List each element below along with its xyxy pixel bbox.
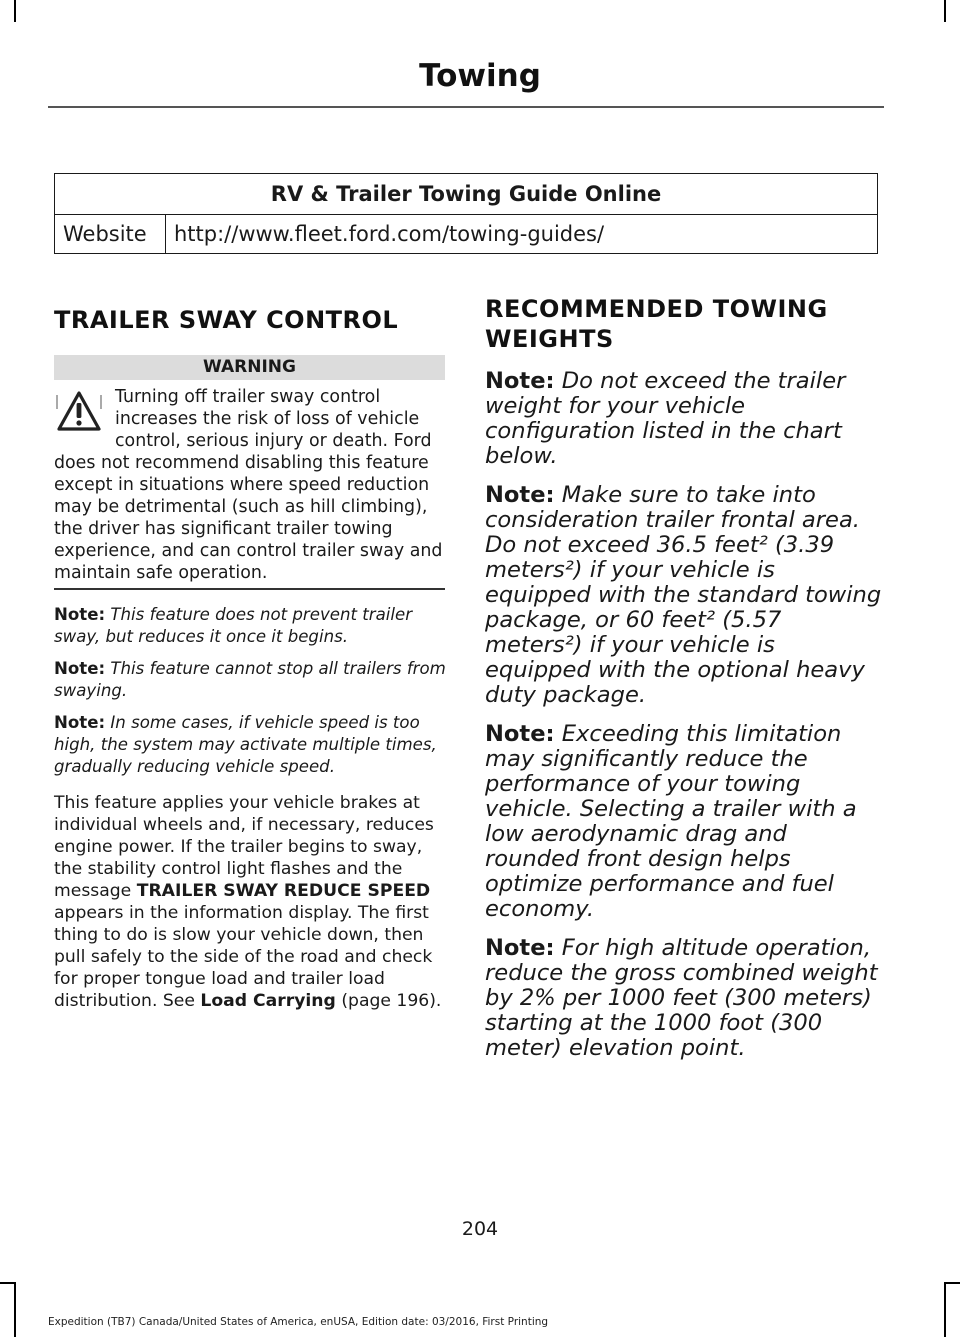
header-divider <box>48 106 884 108</box>
body-paragraph: This feature applies your vehicle brakes at individual wheels and, if necessary, reduces engine power. If the trailer begins to sway, the stability control light flashes and the message TRAILER SWAY REDUCE SPEED appears in the information display. The first thing to do is slow your vehicle down, then pull safely to the side of the road and check for proper tongue load and trailer load distribution. See Load Carrying (page 196). <box>54 793 442 1011</box>
crop-mark <box>944 1282 960 1284</box>
note-item: Note: This feature cannot stop all trailers from swaying. <box>54 659 446 700</box>
note-item: Note: In some cases, if vehicle speed is too high, the system may activate multiple times, gradually reducing vehicle speed. <box>54 713 437 776</box>
right-notes <box>485 369 885 1075</box>
page-number: 204 <box>461 1218 499 1240</box>
crop-mark <box>0 1282 16 1284</box>
note-item: Note: Exceeding this limitation may significantly reduce the performance of your towing vehicle. Selecting a trailer with a low aerodynamic drag and rounded front design helps optimize performance and fuel economy. <box>485 721 857 922</box>
towing-guide-table <box>54 173 878 254</box>
footer-text: Expedition (TB7) Canada/United States of America, enUSA, Edition date: 03/2016, First Printing <box>48 1316 549 1328</box>
note-item: Note: Do not exceed the trailer weight for your vehicle configuration listed in the chart below. <box>485 368 846 469</box>
cross-reference-link[interactable]: Load Carrying <box>200 991 336 1011</box>
warning-divider <box>54 588 445 590</box>
table-row <box>55 215 878 254</box>
crop-mark <box>14 1282 16 1337</box>
section-title: Towing <box>419 58 541 94</box>
table-cell-url[interactable]: http://www.fleet.ford.com/towing-guides/ <box>166 215 878 254</box>
recommended-weights-heading: RECOMMENDED TOWING WEIGHTS <box>485 295 828 353</box>
note-item: Note: This feature does not prevent trailer sway, but reduces it once it begins. <box>54 605 413 646</box>
crop-mark <box>14 0 16 22</box>
table-title: RV & Trailer Towing Guide Online <box>55 174 878 215</box>
section-heading-trailer-sway: TRAILER SWAY CONTROL <box>54 306 399 334</box>
warning-text-block <box>54 386 446 584</box>
table-cell-label: Website <box>55 215 166 254</box>
warning-text: Turning off trailer sway control increases the risk of loss of vehicle control, serious injury or death. Ford does not recommend disabling this feature except in situations where speed reduction may be detrimental (such as hill climbing), the driver has significant trailer towing experience, and can control trailer sway and maintain safe operation. <box>54 387 443 583</box>
note-item: Note: Make sure to take into consideration trailer frontal area. Do not exceed 36.5 feet² (3.39 meters²) if your vehicle is equipped with the standard towing package, or 60 feet² (5.57 meters²) if your vehicle is equipped with the optional heavy duty package. <box>485 482 882 708</box>
note-item: Note: For high altitude operation, reduce the gross combined weight by 2% per 1000 feet (300 meters) starting at the 1000 foot (300 meter) elevation point. <box>485 935 878 1061</box>
crop-mark <box>944 0 946 22</box>
warning-triangle-icon <box>56 390 102 432</box>
display-message: TRAILER SWAY REDUCE SPEED <box>136 881 431 901</box>
left-notes <box>54 604 446 1022</box>
warning-band: WARNING <box>54 355 445 380</box>
crop-mark <box>944 1282 946 1337</box>
